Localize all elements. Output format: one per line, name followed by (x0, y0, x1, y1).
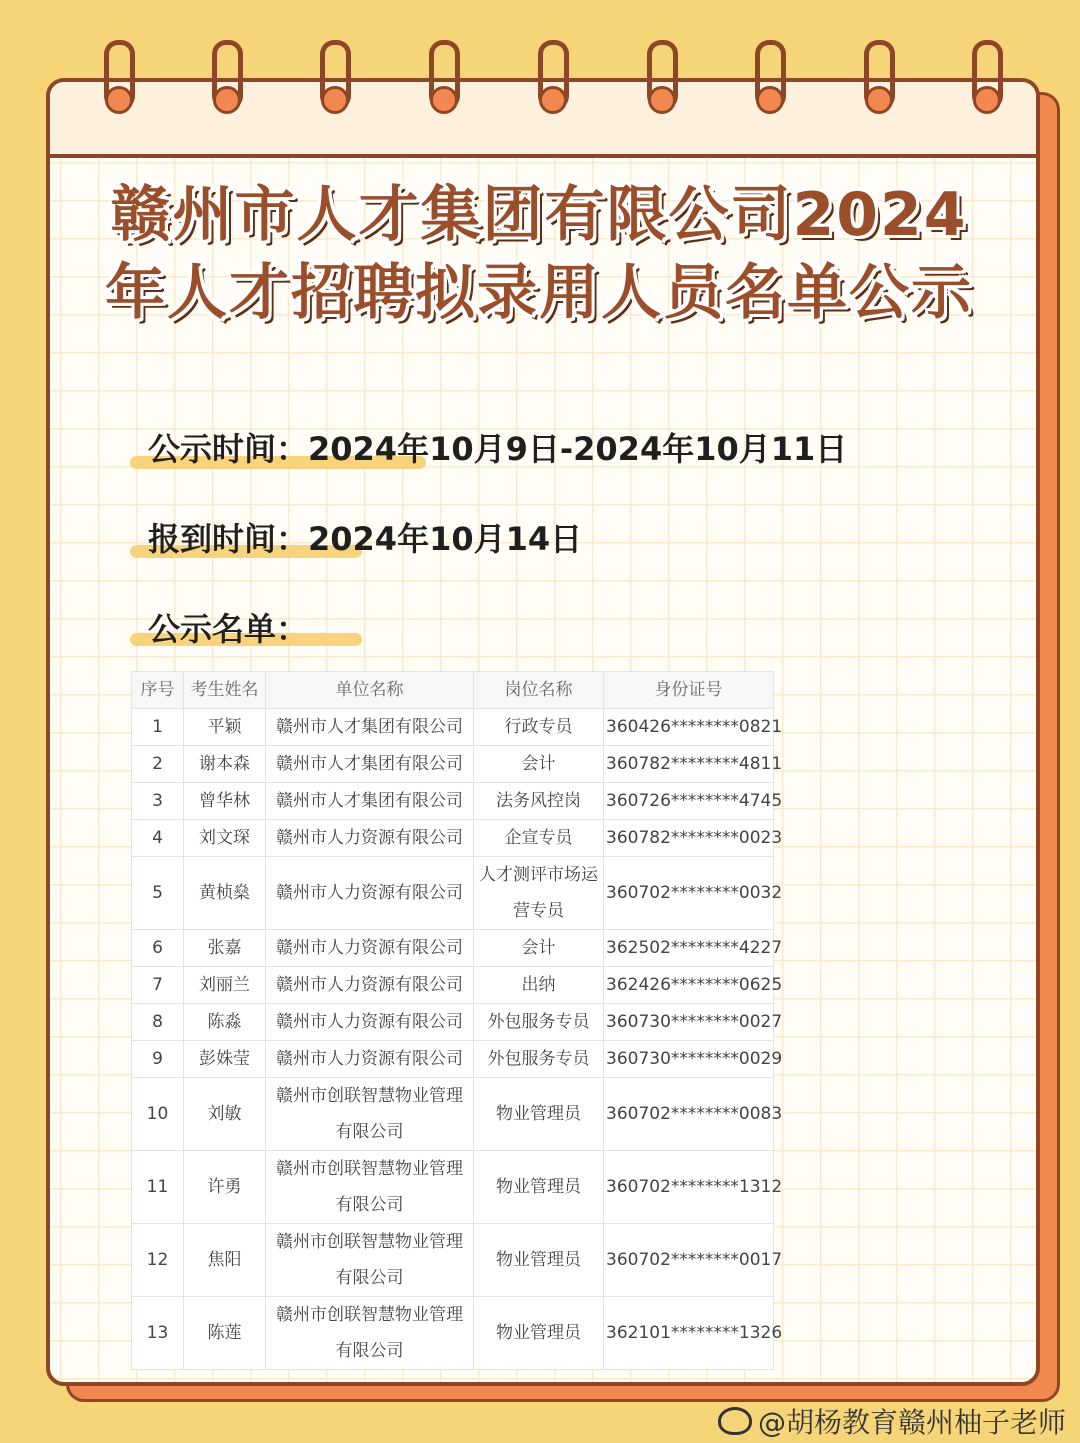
binding-ring (862, 40, 894, 115)
table-row (132, 1151, 774, 1224)
binding-ring (427, 40, 459, 115)
table-row (132, 1041, 774, 1078)
table-row (132, 783, 774, 820)
position-name: 物业管理员 (474, 1297, 604, 1370)
position-name: 会计 (474, 746, 604, 783)
id-number: 362101********1326 (604, 1297, 774, 1370)
candidate-name: 许勇 (184, 1151, 266, 1224)
ring-hole (105, 86, 133, 114)
id-number: 360782********4811 (604, 746, 774, 783)
position-name: 外包服务专员 (474, 1041, 604, 1078)
title-line-1: 赣州市人才集团有限公司2024 (110, 180, 968, 250)
row-number: 9 (132, 1041, 184, 1078)
ring-hole (213, 86, 241, 114)
binding-ring (318, 40, 350, 115)
table-row (132, 1078, 774, 1151)
table-row (132, 820, 774, 857)
table-row (132, 930, 774, 967)
id-number: 362426********0625 (604, 967, 774, 1004)
row-number: 10 (132, 1078, 184, 1151)
weibo-icon (718, 1407, 752, 1435)
header-cell: 身份证号 (604, 672, 774, 709)
position-name: 行政专员 (474, 709, 604, 746)
table-row (132, 746, 774, 783)
row-number: 7 (132, 967, 184, 1004)
id-number: 360730********0029 (604, 1041, 774, 1078)
watermark-text: @胡杨教育赣州柚子老师 (757, 1406, 1066, 1439)
binding-ring (210, 40, 242, 115)
publicity-period: 公示时间：2024年10月9日-2024年10月11日 (148, 430, 848, 468)
header-cell: 单位名称 (266, 672, 474, 709)
unit-name: 赣州市人力资源有限公司 (266, 1004, 474, 1041)
unit-name: 赣州市创联智慧物业管理有限公司 (266, 1224, 474, 1297)
unit-name: 赣州市创联智慧物业管理有限公司 (266, 1297, 474, 1370)
table-row (132, 967, 774, 1004)
row-number: 6 (132, 930, 184, 967)
row-number: 3 (132, 783, 184, 820)
binding-ring (970, 40, 1002, 115)
candidate-name: 黄桢燊 (184, 857, 266, 930)
unit-name: 赣州市人力资源有限公司 (266, 820, 474, 857)
position-name: 会计 (474, 930, 604, 967)
unit-name: 赣州市人力资源有限公司 (266, 930, 474, 967)
unit-name: 赣州市人力资源有限公司 (266, 1041, 474, 1078)
row-number: 13 (132, 1297, 184, 1370)
candidate-name: 刘文琛 (184, 820, 266, 857)
id-number: 360702********0017 (604, 1224, 774, 1297)
unit-name: 赣州市人力资源有限公司 (266, 857, 474, 930)
table-row (132, 1297, 774, 1370)
table-row (132, 857, 774, 930)
page-title (46, 176, 1032, 332)
ring-hole (865, 86, 893, 114)
position-name: 物业管理员 (474, 1224, 604, 1297)
unit-name: 赣州市人才集团有限公司 (266, 783, 474, 820)
title-line-2: 年人才招聘拟录用人员名单公示 (105, 258, 973, 328)
position-name: 物业管理员 (474, 1078, 604, 1151)
binding-ring (536, 40, 568, 115)
row-number: 2 (132, 746, 184, 783)
ring-hole (648, 86, 676, 114)
row-number: 8 (132, 1004, 184, 1041)
candidate-name: 刘丽兰 (184, 967, 266, 1004)
position-name: 物业管理员 (474, 1151, 604, 1224)
table-row (132, 1224, 774, 1297)
unit-name: 赣州市人才集团有限公司 (266, 746, 474, 783)
unit-name: 赣州市创联智慧物业管理有限公司 (266, 1078, 474, 1151)
id-number: 362502********4227 (604, 930, 774, 967)
binding-ring (645, 40, 677, 115)
unit-name: 赣州市人才集团有限公司 (266, 709, 474, 746)
ring-hole (430, 86, 458, 114)
table-row (132, 709, 774, 746)
id-number: 360426********0821 (604, 709, 774, 746)
table-row (132, 1004, 774, 1041)
watermark (718, 1401, 1066, 1441)
candidate-name: 平颖 (184, 709, 266, 746)
candidate-name: 焦阳 (184, 1224, 266, 1297)
id-number: 360726********4745 (604, 783, 774, 820)
table-body (132, 709, 783, 1370)
unit-name: 赣州市人力资源有限公司 (266, 967, 474, 1004)
candidate-name: 张嘉 (184, 930, 266, 967)
candidate-name: 刘敏 (184, 1078, 266, 1151)
candidate-name: 彭姝莹 (184, 1041, 266, 1078)
hiring-roster-table (131, 671, 783, 1370)
row-number: 11 (132, 1151, 184, 1224)
position-name: 外包服务专员 (474, 1004, 604, 1041)
candidate-name: 陈淼 (184, 1004, 266, 1041)
row-number: 1 (132, 709, 184, 746)
candidate-name: 陈莲 (184, 1297, 266, 1370)
candidate-name: 谢本森 (184, 746, 266, 783)
id-number: 360702********1312 (604, 1151, 774, 1224)
candidate-name: 曾华林 (184, 783, 266, 820)
row-number: 12 (132, 1224, 184, 1297)
ring-hole (973, 86, 1001, 114)
position-name: 出纳 (474, 967, 604, 1004)
position-name: 人才测评市场运营专员 (474, 857, 604, 930)
ring-hole (756, 86, 784, 114)
header-cell: 序号 (132, 672, 184, 709)
id-number: 360730********0027 (604, 1004, 774, 1041)
id-number: 360782********0023 (604, 820, 774, 857)
row-number: 5 (132, 857, 184, 930)
header-cell: 考生姓名 (184, 672, 266, 709)
position-name: 企宣专员 (474, 820, 604, 857)
report-time: 报到时间：2024年10月14日 (148, 520, 583, 558)
binding-ring (102, 40, 134, 115)
unit-name: 赣州市创联智慧物业管理有限公司 (266, 1151, 474, 1224)
id-number: 360702********0083 (604, 1078, 774, 1151)
binding-ring (753, 40, 785, 115)
table-header-row (132, 672, 774, 709)
ring-hole (539, 86, 567, 114)
position-name: 法务风控岗 (474, 783, 604, 820)
header-cell: 岗位名称 (474, 672, 604, 709)
list-heading: 公示名单： (148, 610, 309, 648)
id-number: 360702********0032 (604, 857, 774, 930)
row-number: 4 (132, 820, 184, 857)
ring-hole (321, 86, 349, 114)
